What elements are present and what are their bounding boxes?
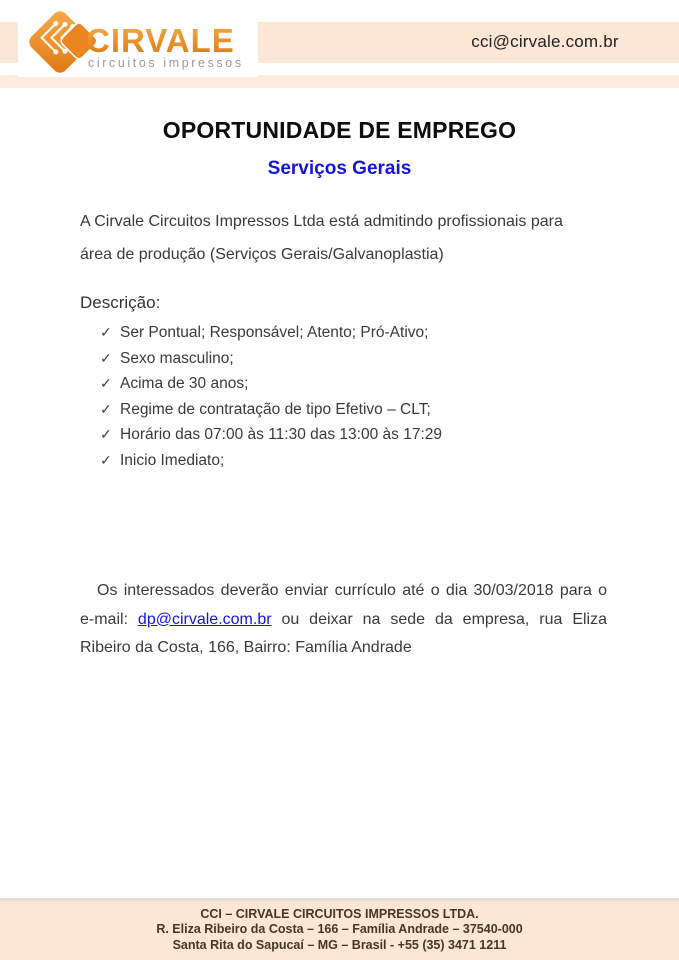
list-item-text: Horário das 07:00 às 11:30 das 13:00 às 17:29: [120, 426, 442, 444]
footer-line-address: R. Eliza Ribeiro da Costa – 166 – Família Andrade – 37540-000: [156, 922, 523, 937]
closing-text-before: Os interessados deverão enviar currículo até o dia 30/03/2018 para o e-mail:: [80, 582, 607, 628]
list-item: [100, 422, 580, 448]
cirvale-logo-icon: [18, 5, 258, 76]
footer-line-city-phone: Santa Rita do Sapucaí – MG – Brasil - +55 (35) 3471 1211: [172, 937, 507, 952]
email-link[interactable]: dp@cirvale.com.br: [137, 610, 272, 628]
list-item: [100, 320, 580, 346]
list-item-text: Regime de contratação de tipo Efetivo – CLT;: [120, 400, 431, 418]
list-item: [100, 346, 580, 372]
page-subtitle: Serviços Gerais: [267, 158, 412, 179]
brand-tagline: circuitos impressos: [88, 56, 244, 70]
checkmark-icon: ✓: [100, 349, 112, 366]
checkmark-icon: ✓: [100, 324, 112, 340]
footer-line-company: CCI – CIRVALE CIRCUITOS IMPRESSOS LTDA.: [200, 907, 479, 921]
checkmark-icon: ✓: [100, 400, 112, 417]
closing-paragraph: [80, 577, 607, 663]
list-item: [100, 371, 580, 397]
checkmark-icon: ✓: [100, 375, 112, 392]
list-item-text: Ser Pontual; Responsável; Atento; Pró-Ativo;: [120, 324, 429, 341]
closing-text-after: ou deixar na sede da empresa, rua Eliza Ribeiro da Costa, 166, Bairro: Família Andrade: [80, 610, 607, 656]
list-item: [100, 397, 580, 423]
brand-name: CIRVALE: [86, 22, 235, 59]
company-logo: [18, 5, 258, 77]
description-heading: Descrição:: [80, 293, 161, 312]
list-item-text: Acima de 30 anos;: [120, 375, 249, 393]
intro-paragraph: A Cirvale Circuitos Impressos Ltda está admitindo profissionais para área de produção (Serviços Gerais/Galvanoplastia): [80, 213, 563, 263]
requirements-list: [100, 320, 580, 474]
checkmark-icon: ✓: [100, 451, 112, 468]
page-title: OPORTUNIDADE DE EMPREGO: [162, 117, 517, 143]
list-item-text: Inicio Imediato;: [120, 451, 225, 469]
list-item-text: Sexo masculino;: [120, 349, 234, 367]
checkmark-icon: ✓: [100, 426, 112, 443]
list-item: [100, 448, 580, 474]
footer: [0, 898, 679, 960]
header-email: cci@cirvale.com.br: [471, 32, 619, 51]
